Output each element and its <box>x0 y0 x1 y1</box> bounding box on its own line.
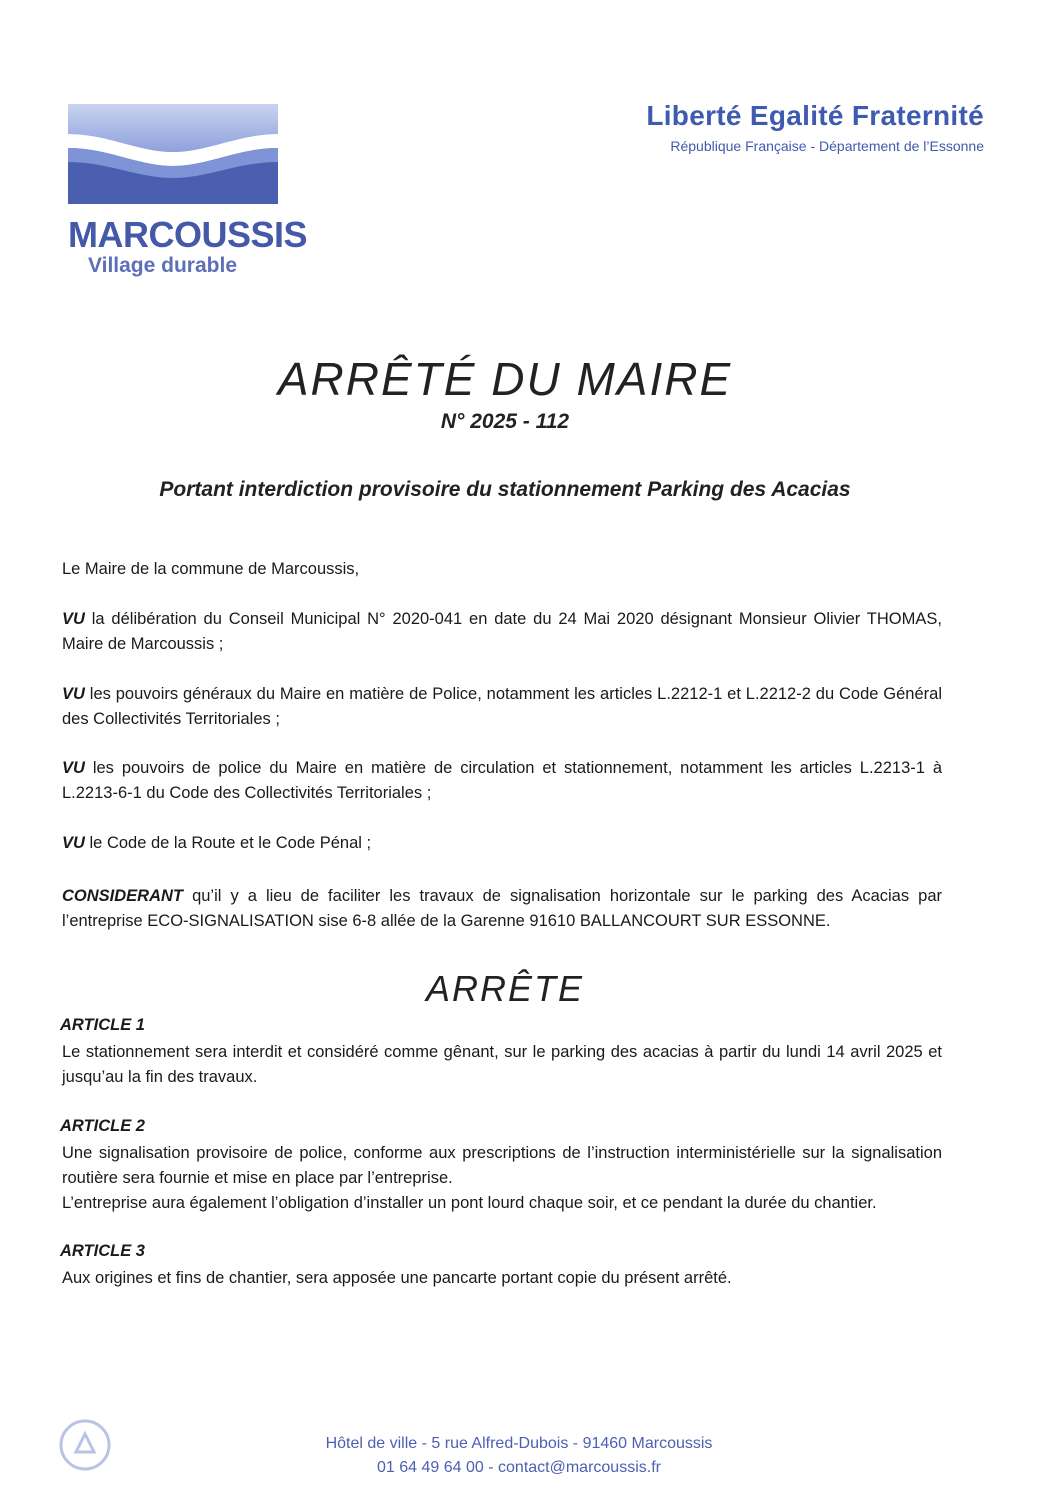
logo-wave-mark <box>68 104 278 204</box>
article-1-heading: ARTICLE 1 <box>60 1016 145 1034</box>
decree-number: N° 2025 - 112 <box>440 410 570 433</box>
article-2-text-2: L’entreprise aura également l’obligation d’installer un pont lourd chaque soir, et ce pendant la durée du chantier. <box>62 1194 877 1212</box>
vu-paragraph-3 <box>62 756 942 806</box>
vu-text: la délibération du Conseil Municipal N° 2020-041 en date du 24 Mai 2020 désignant Monsieur Olivier THOMAS, Maire de Marcoussis ; <box>62 610 942 653</box>
article-3-heading: ARTICLE 3 <box>60 1242 145 1260</box>
article-2-text: Une signalisation provisoire de police, conforme aux prescriptions de l’instruction interministérielle sur la signalisation routière sera fournie et mise en place par l’entreprise. <box>62 1144 942 1187</box>
vu-text: les pouvoirs généraux du Maire en matière de Police, notamment les articles L.2212-1 et L.2212-2 du Code Général des Collectivités Territoriales ; <box>62 685 942 728</box>
considerant-text: qu’il y a lieu de faciliter les travaux de signalisation horizontale sur le parking des Acacias par l’entreprise ECO-SIGNALISATION sise 6-8 allée de la Garenne 91610 BALLANCOURT SUR ESSONNE. <box>62 887 942 930</box>
intro-line: Le Maire de la commune de Marcoussis, <box>62 560 360 578</box>
considerant-lead: CONSIDERANT <box>62 887 184 905</box>
vu-lead: VU <box>62 834 85 852</box>
footer <box>0 1432 1038 1480</box>
footer-address: Hôtel de ville - 5 rue Alfred-Dubois - 91460 Marcoussis <box>325 1435 713 1452</box>
decision-title: ARRÊTE <box>425 968 585 1009</box>
logo-tagline: Village durable <box>88 254 237 277</box>
marcoussis-logo <box>68 104 308 277</box>
logo-brand-name: MARCOUSSIS <box>68 214 308 255</box>
vu-lead: VU <box>62 685 85 703</box>
article-1-text: Le stationnement sera interdit et considéré comme gênant, sur le parking des acacias à partir du lundi 14 avril 2025 et jusqu’au la fin des travaux. <box>62 1043 942 1086</box>
republic-motto: Liberté Egalité Fraternité <box>646 100 984 131</box>
article-3-text: Aux origines et fins de chantier, sera apposée une pancarte portant copie du présent arrêté. <box>62 1269 732 1287</box>
vu-text: les pouvoirs de police du Maire en matière de circulation et stationnement, notamment les articles L.2213-1 à L.2213-6-1 du Code des Collectivités Territoriales ; <box>62 759 942 802</box>
vu-paragraph-1 <box>62 607 942 657</box>
vu-paragraph-4 <box>62 831 942 856</box>
footer-contact: 01 64 49 64 00 - contact@marcoussis.fr <box>377 1459 661 1476</box>
republic-subtitle: République Française - Département de l’Essonne <box>670 138 984 154</box>
vu-lead: VU <box>62 759 85 777</box>
article-2-heading: ARTICLE 2 <box>60 1117 145 1135</box>
decree-subject: Portant interdiction provisoire du stationnement Parking des Acacias <box>159 478 851 501</box>
vu-lead: VU <box>62 610 85 628</box>
document-title: ARRÊTÉ DU MAIRE <box>277 353 733 405</box>
vu-paragraph-2 <box>62 682 942 732</box>
vu-text: le Code de la Route et le Code Pénal ; <box>89 834 372 852</box>
republic-header <box>646 100 984 154</box>
considerant-paragraph <box>62 884 942 934</box>
